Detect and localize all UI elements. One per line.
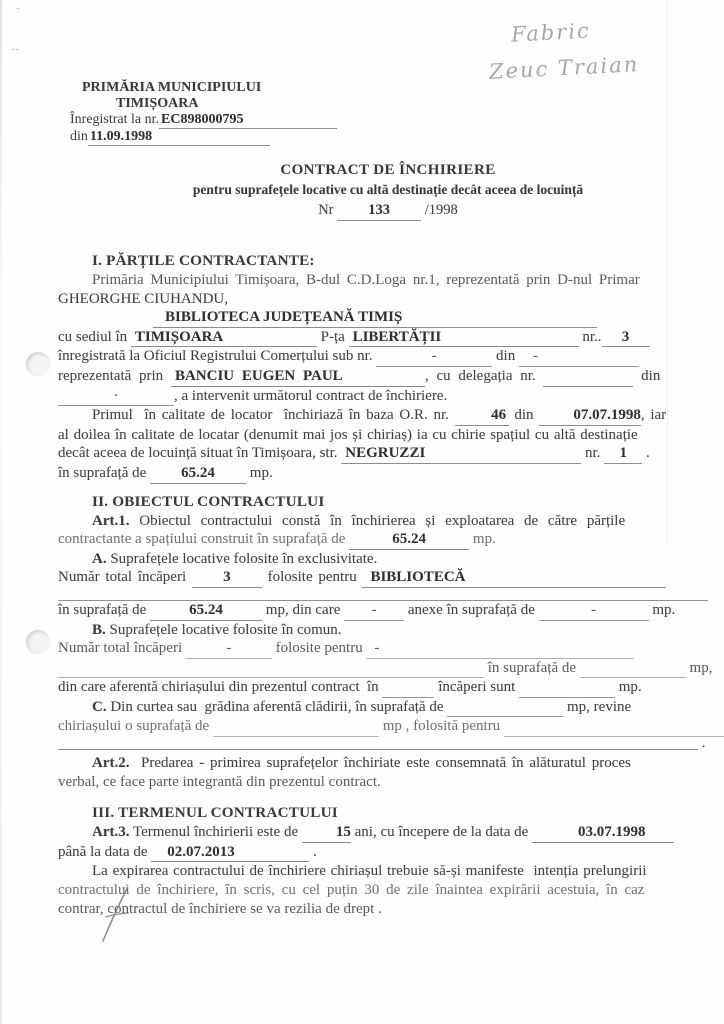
blank-field	[504, 717, 724, 737]
text-segment: , a intervenit următorul contract de închiriere.	[174, 387, 448, 404]
filled-value: BIBLIOTECĂ	[362, 568, 666, 588]
text-segment: în suprafață de	[484, 659, 580, 676]
document-line	[58, 843, 718, 863]
text-segment: din	[492, 348, 519, 365]
document-line	[58, 160, 718, 180]
text-segment: CONTRACT DE ÎNCHIRIERE	[280, 162, 496, 178]
filled-value: 133	[337, 200, 421, 221]
filled-value: TIMIȘOARA	[131, 328, 317, 348]
text-segment: Număr total încăperi	[58, 640, 186, 657]
text-segment: Art.2.	[92, 755, 130, 772]
text-segment: al doilea în calitate de locatar (denumit mai jos și chiriaș) ia cu chirie spațiul cu altă destinație	[58, 426, 638, 443]
text-segment: nr.	[581, 445, 605, 462]
text-segment: mp,	[685, 659, 713, 676]
filled-value: 65.24	[150, 601, 262, 621]
text-segment: Primăria Municipiului Timișoara, B-dul C.D.Loga nr.1, reprezentată prin D-nul Primar	[92, 272, 640, 288]
blank-field: -	[344, 601, 404, 621]
text-segment: I. PĂRȚILE CONTRACTANTE:	[92, 252, 315, 269]
document-line	[58, 251, 718, 271]
text-segment: Obiectul contractului constă în închirierea și exploatarea de către părțile	[129, 512, 626, 529]
text-segment: cu sediul în	[58, 328, 131, 345]
text-segment: contractante a spațiului construit în suprafață de	[58, 531, 350, 548]
text-segment: în suprafață de	[58, 464, 151, 481]
filled-value: 03.07.1998	[532, 823, 674, 843]
text-segment: Nr	[318, 202, 338, 218]
document-line	[58, 568, 718, 588]
text-segment: , iar	[640, 407, 667, 424]
text-segment: Din curtea sau grădina aferentă clădirii, în suprafață de	[106, 698, 448, 715]
document-line	[58, 464, 718, 484]
text-segment: Art.1.	[92, 512, 130, 529]
scan-speck: ..	[12, 41, 20, 53]
text-segment: II. OBIECTUL CONTRACTULUI	[92, 492, 325, 510]
blank-field: -	[376, 347, 492, 367]
filled-value: 65.24	[150, 464, 246, 484]
blank-field	[382, 678, 434, 698]
document-line	[58, 737, 718, 750]
document-line	[58, 271, 718, 290]
text-segment: mp.	[246, 464, 273, 481]
text-segment: Primul în calitate de locator închiriază în baza O.R. nr.	[92, 407, 455, 424]
text-segment: Predarea - primirea suprafețelor închiriate este consemnată în alăturatul proces	[129, 755, 631, 772]
text-segment: încăperi sunt	[434, 679, 519, 696]
document-line	[58, 823, 718, 843]
document-line	[58, 639, 718, 659]
document-line	[82, 80, 718, 96]
document-line	[58, 290, 718, 309]
document-line	[58, 717, 718, 737]
text-segment: pentru suprafețele locative cu altă destinație decât aceea de locuință	[192, 182, 584, 197]
text-segment: din care aferentă chiriașului din prezentul contract în	[58, 679, 383, 696]
document-line	[58, 426, 718, 445]
filled-value: BANCIU EUGEN PAUL	[171, 367, 425, 387]
scan-speck: ·	[16, 3, 20, 15]
blank-field	[213, 717, 379, 737]
text-segment: înregistrată la Oficiul Registrului Comerțului sub nr.	[58, 348, 377, 365]
document-line	[70, 112, 718, 129]
blank-field	[580, 659, 686, 679]
document-line	[58, 328, 718, 348]
document-line	[58, 588, 718, 601]
document-line	[70, 129, 718, 146]
filled-value: 07.07.1998	[539, 406, 641, 426]
text-segment: verbal, ce face parte integrantă din prezentul contract.	[58, 773, 381, 790]
text-segment: A.	[92, 550, 107, 567]
document-line	[58, 881, 718, 900]
blank-field: -	[519, 347, 639, 367]
document-line	[58, 200, 718, 221]
blank-field	[519, 678, 615, 698]
text-segment: în suprafață de	[58, 601, 151, 618]
document-line	[58, 387, 718, 407]
text-segment: chiriașului o suprafață de	[58, 718, 213, 735]
document-line	[58, 406, 718, 426]
text-segment: din	[70, 129, 88, 144]
text-segment: până la data de	[58, 843, 152, 860]
text-segment: decât aceea de locuință situat în Timișoara, str.	[58, 445, 342, 462]
document-line	[58, 512, 718, 531]
document-line	[58, 492, 718, 512]
filled-value: EC898000795	[159, 112, 337, 129]
text-segment: , cu delegația nr.	[424, 367, 544, 384]
text-segment: .	[309, 843, 317, 860]
text-segment: .	[698, 735, 706, 752]
text-segment: mp , folosită pentru	[378, 718, 504, 735]
document-line	[58, 803, 718, 823]
filled-value: BIBLIOTECA JUDEȚEANĂ TIMIȘ	[153, 308, 597, 328]
filled-value: 65.24	[349, 530, 469, 550]
filled-value: 3	[192, 568, 262, 588]
filled-value: 02.07.2013	[151, 843, 309, 863]
document-line	[58, 444, 718, 464]
document-line	[153, 308, 718, 328]
text-segment: Număr total încăperi	[58, 569, 192, 586]
blank-field	[543, 367, 633, 387]
blank-field: -	[539, 601, 649, 621]
text-segment: reprezentată prin	[58, 367, 171, 384]
text-segment: ani, cu începere de la data de	[350, 824, 533, 841]
text-segment: mp.	[469, 531, 496, 548]
text-segment: III. TERMENUL CONTRACTULUI	[92, 804, 338, 822]
text-segment: mp, revine	[563, 698, 632, 715]
text-segment: TIMIȘOARA	[116, 96, 199, 111]
document-line	[58, 754, 718, 773]
document-line	[58, 698, 718, 718]
text-segment: B.	[92, 621, 106, 638]
text-segment: Suprafețele locative folosite în exclusivitate.	[106, 550, 378, 567]
text-segment: mp.	[615, 679, 642, 696]
text-segment: nr..	[578, 328, 602, 345]
text-segment: Înregistrat la nr.	[70, 112, 160, 127]
text-segment: din	[508, 407, 540, 424]
handwritten-text: Fabric	[510, 18, 592, 47]
document-line	[58, 550, 718, 569]
document-line	[58, 900, 718, 919]
text-segment: /1998	[421, 202, 458, 218]
text-segment: Art.3.	[92, 824, 130, 841]
document-line	[58, 773, 718, 792]
text-segment: C.	[92, 698, 107, 715]
handwritten-text: Zeuc Traian	[488, 52, 640, 84]
filled-value: LIBERTĂȚII	[349, 328, 579, 348]
text-segment: mp.	[648, 601, 676, 618]
text-segment: din	[633, 367, 661, 384]
filled-value: 1	[604, 444, 642, 464]
text-segment: La expirarea contractului de închiriere chiriașul trebuie să-și manifeste intenția prelungirii	[92, 863, 647, 880]
blank-field: ·	[58, 387, 174, 407]
text-segment: folosite pentru	[261, 569, 363, 586]
text-segment: Termenul închirierii este de	[129, 824, 302, 841]
text-segment: GHEORGHE CIUHANDU,	[58, 290, 228, 307]
document-line	[116, 96, 718, 112]
blank-field	[58, 737, 698, 750]
text-segment: contractului de închiriere, în scris, cu cel puțin 30 de zile înaintea expirării acestuia, în caz	[58, 882, 645, 899]
blank-field	[58, 588, 708, 601]
document-line	[58, 659, 718, 679]
document-line	[58, 621, 718, 640]
filled-value: 11.09.1998	[88, 129, 270, 146]
document-line	[58, 347, 718, 367]
filled-value: NEGRUZZI	[341, 444, 581, 464]
text-segment: P-ța	[316, 328, 349, 345]
document-line	[58, 180, 718, 200]
text-segment: contrar, contractul de închiriere se va rezilia de drept .	[58, 900, 382, 917]
blank-field	[447, 698, 563, 718]
text-segment: anexe în suprafață de	[404, 601, 539, 618]
filled-value: 46	[455, 406, 509, 426]
blank-field	[58, 659, 484, 679]
text-segment: folosite pentru	[271, 640, 367, 657]
text-segment: mp, din care	[262, 601, 345, 618]
filled-value: 15	[302, 823, 351, 843]
document-line	[58, 601, 718, 621]
text-segment: .	[642, 445, 650, 462]
text-segment: Suprafețele locative folosite în comun.	[105, 621, 342, 638]
filled-value: 3	[602, 328, 650, 348]
text-segment: PRIMĂRIA MUNICIPIULUI	[82, 80, 262, 95]
document-line	[58, 530, 718, 550]
blank-field: -	[186, 639, 272, 659]
document-line	[58, 678, 718, 698]
blank-field: -	[366, 639, 634, 659]
document-line	[58, 862, 718, 881]
document-line	[58, 367, 718, 387]
